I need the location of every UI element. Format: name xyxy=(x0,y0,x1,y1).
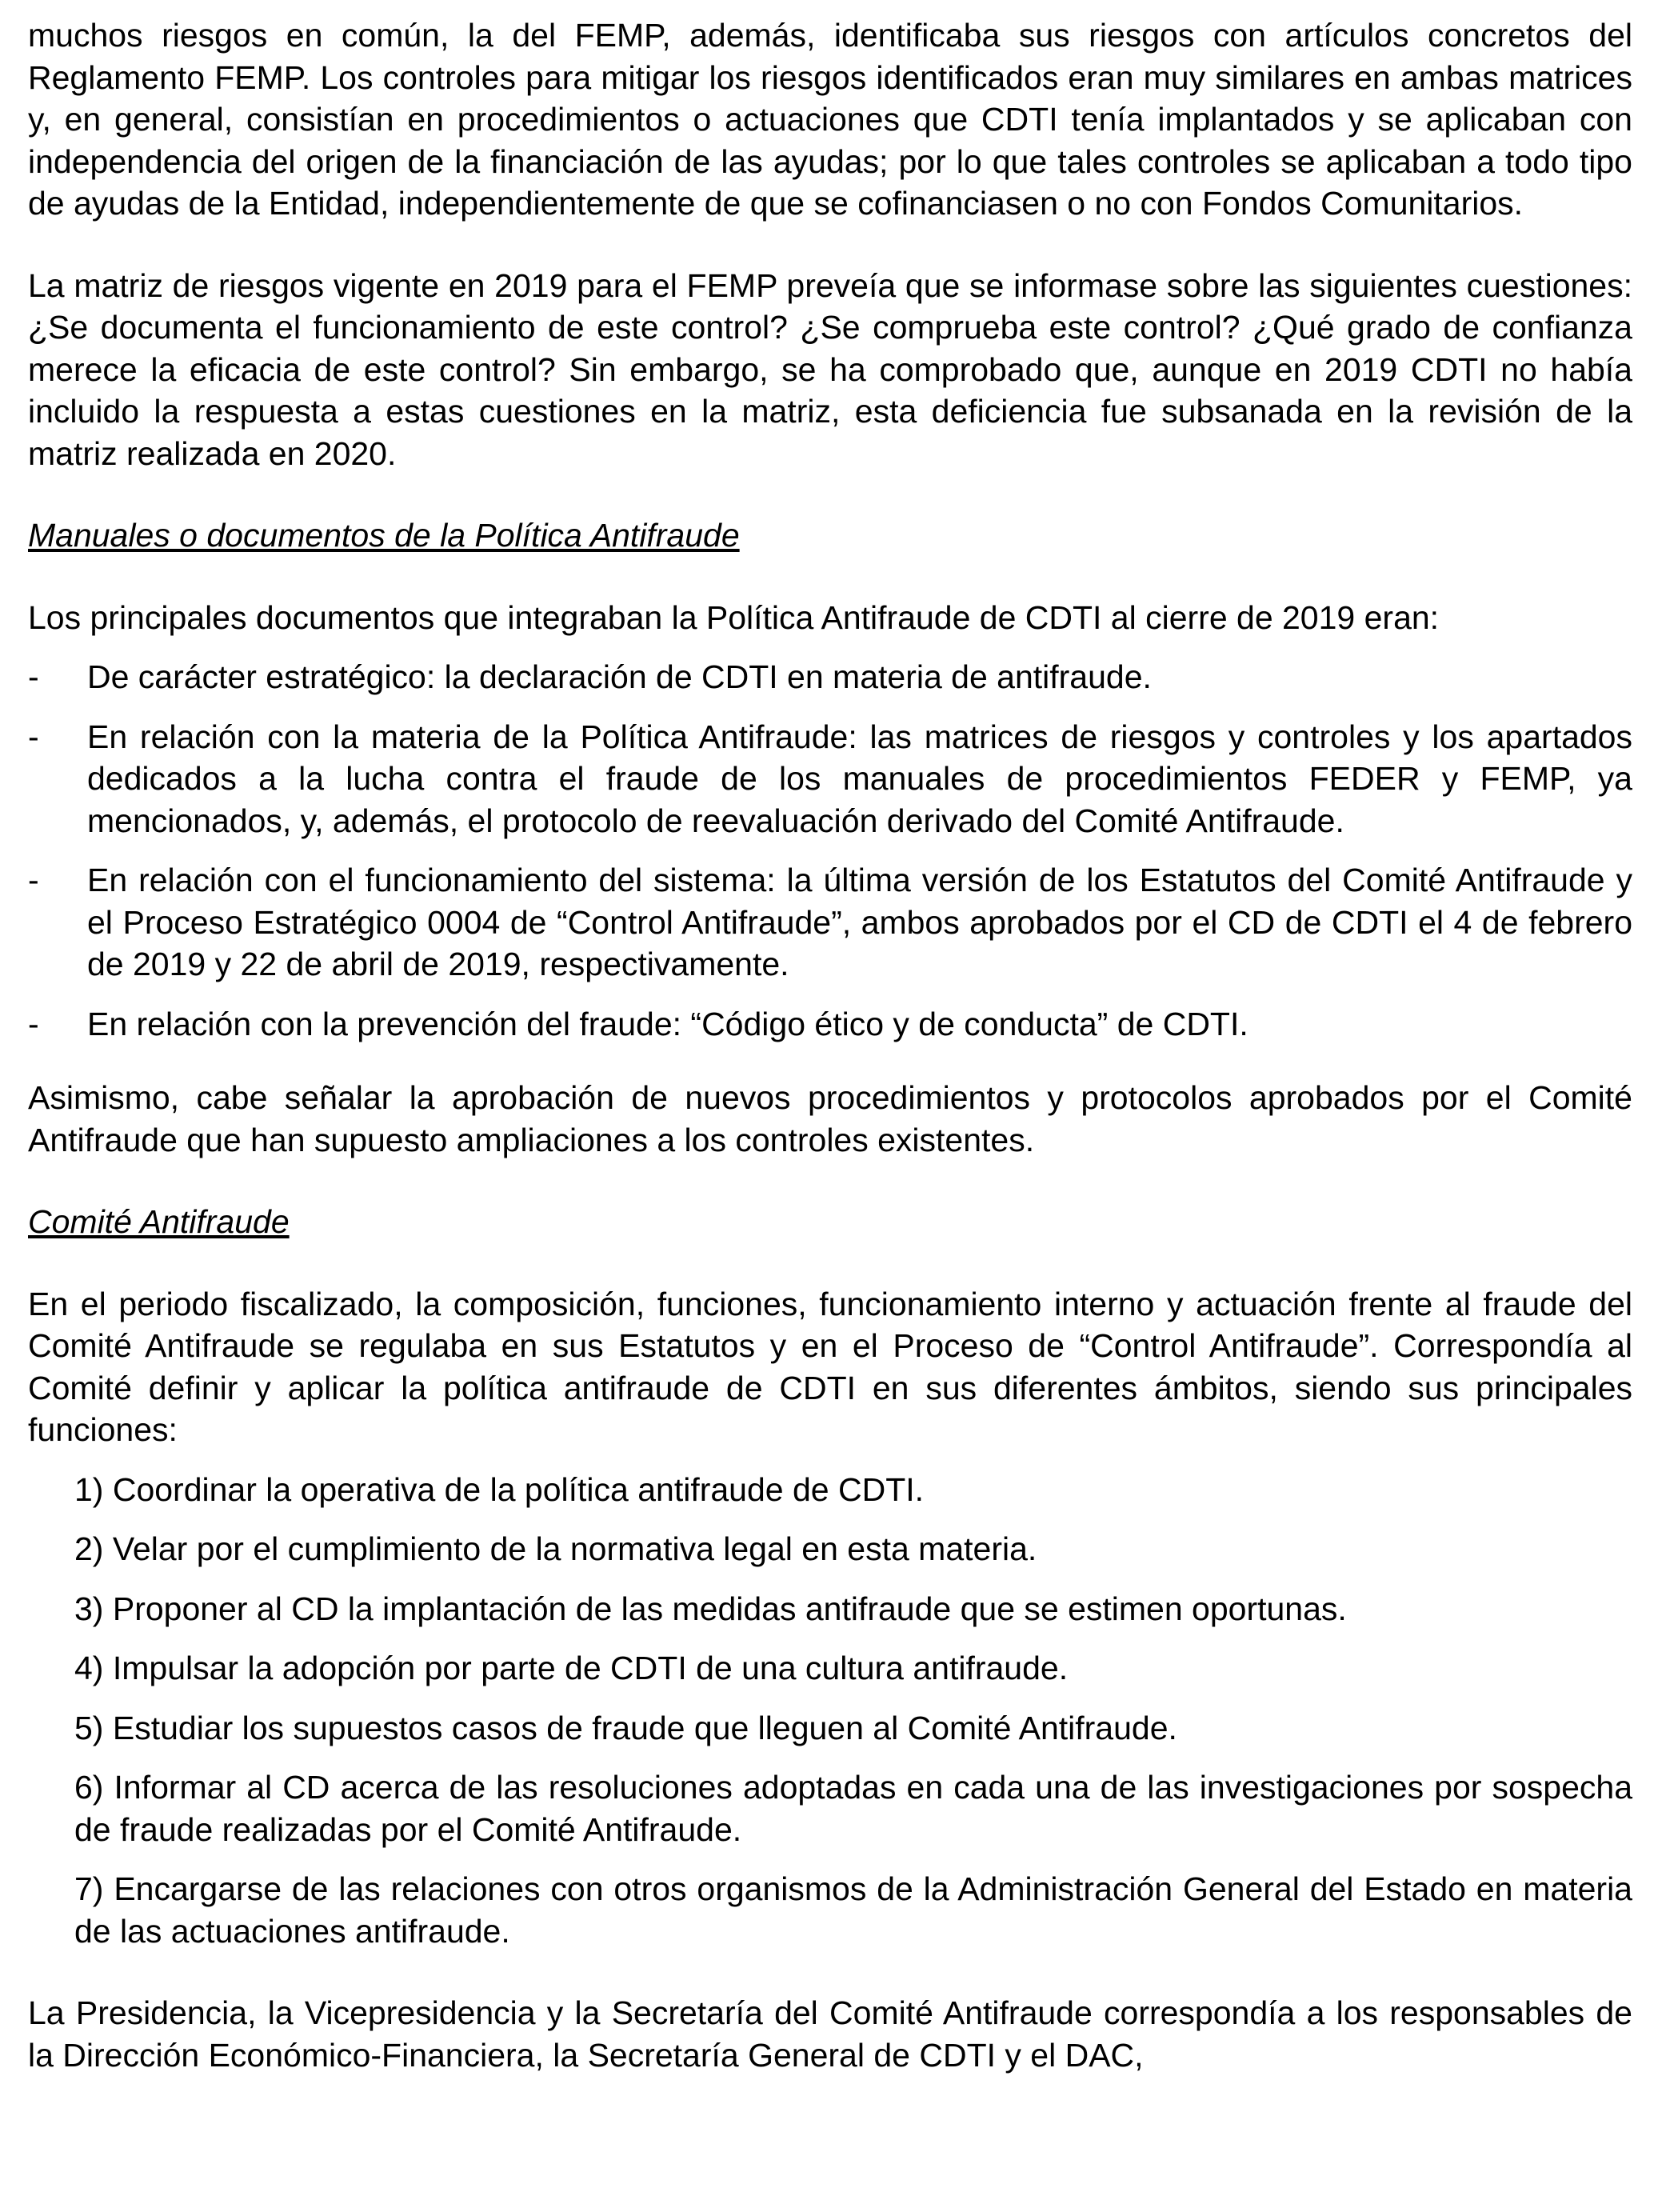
function-item: 6) Informar al CD acerca de las resoluciones adoptadas en cada una de las investigaciones por sospecha de fraude realizadas por el Comité Antifraude. xyxy=(74,1769,1632,1848)
paragraph-committee-functions: En el periodo fiscalizado, la composición, funciones, funcionamiento interno y actuación frente al fraude del Comité Antifraude se regulaba en sus Estatutos y en el Proceso de “Control Antifraude”. Correspondía al Comité definir y aplicar la política antifraude de CDTI en sus diferentes ámbitos, siendo sus principales funciones: xyxy=(28,1285,1632,1448)
section-heading-committee: Comité Antifraude xyxy=(28,1203,290,1240)
paragraph-femp-matrix: La matriz de riesgos vigente en 2019 para el FEMP preveía que se informase sobre las siguientes cuestiones: ¿Se documenta el funcionamiento de este control? ¿Se comprueba este control? ¿Qué grado de confianza merece la eficacia de este control? Sin embargo, se ha comprobado que, aunque en 2019 CDTI no había incluido la respuesta a estas cuestiones en la matriz, esta deficiencia fue subsanada en la revisión de la matriz realizada en 2020. xyxy=(28,266,1632,472)
bullet-text: En relación con la materia de la Política Antifraude: las matrices de riesgos y controles y los apartados dedicados a la lucha contra el fraude de los manuales de procedimientos FEDER y FEMP, ya mencionados, y, además, el protocolo de reevaluación derivado del Comité Antifraude. xyxy=(87,718,1632,839)
function-item: 5) Estudiar los supuestos casos de fraude que lleguen al Comité Antifraude. xyxy=(74,1709,1177,1746)
function-item: 7) Encargarse de las relaciones con otros organismos de la Administración General del Estado en materia de las actuaciones antifraude. xyxy=(74,1870,1632,1950)
function-item: 4) Impulsar la adopción por parte de CDTI de una cultura antifraude. xyxy=(74,1650,1069,1686)
bullet-text: En relación con la prevención del fraude: “Código ético y de conducta” de CDTI. xyxy=(87,1005,1248,1042)
bullet-item xyxy=(28,1003,1632,1046)
paragraph-documents-intro: Los principales documentos que integraban la Política Antifraude de CDTI al cierre de 2019 eran: xyxy=(28,598,1440,636)
bullet-dash: - xyxy=(28,658,39,695)
section-heading-manuals: Manuales o documentos de la Política Antifraude xyxy=(28,517,740,554)
function-item: 2) Velar por el cumplimiento de la normativa legal en esta materia. xyxy=(74,1530,1037,1567)
bullet-dash: - xyxy=(28,718,39,755)
bullet-dash: - xyxy=(28,1005,39,1042)
bullet-text: En relación con el funcionamiento del sistema: la última versión de los Estatutos del Comité Antifraude y el Proceso Estratégico 0004 de “Control Antifraude”, ambos aprobados por el CD de CDTI el 4 de febrero de 2019 y 22 de abril de 2019, respectivamente. xyxy=(87,862,1632,982)
paragraph-risk-matrices: muchos riesgos en común, la del FEMP, además, identificaba sus riesgos con artículos concretos del Reglamento FEMP. Los controles para mitigar los riesgos identificados eran muy similares en ambas matrices y, en general, consistían en procedimientos o actuaciones que CDTI tenía implantados y se aplicaban con independencia del origen de la financiación de las ayudas; por lo que tales controles se aplicaban a todo tipo de ayudas de la Entidad, independientemente de que se cofinanciasen o no con Fondos Comunitarios. xyxy=(28,17,1632,222)
function-item: 1) Coordinar la operativa de la política antifraude de CDTI. xyxy=(74,1470,925,1508)
paragraph-new-procedures: Asimismo, cabe señalar la aprobación de nuevos procedimientos y protocolos aprobados por el Comité Antifraude que han supuesto ampliaciones a los controles existentes. xyxy=(28,1079,1632,1158)
bullet-item xyxy=(28,656,1632,698)
bullet-dash: - xyxy=(28,862,39,898)
bullet-text: De carácter estratégico: la declaración de CDTI en materia de antifraude. xyxy=(87,658,1152,695)
bullet-item xyxy=(28,859,1632,986)
paragraph-committee-composition: La Presidencia, la Vicepresidencia y la Secretaría del Comité Antifraude correspondía a los responsables de la Dirección Económico-Financiera, la Secretaría General de CDTI y el DAC, xyxy=(28,1994,1632,2074)
function-item: 3) Proponer al CD la implantación de las medidas antifraude que se estimen oportunas. xyxy=(74,1590,1347,1627)
document-page xyxy=(28,14,1632,2076)
bullet-item xyxy=(28,716,1632,842)
